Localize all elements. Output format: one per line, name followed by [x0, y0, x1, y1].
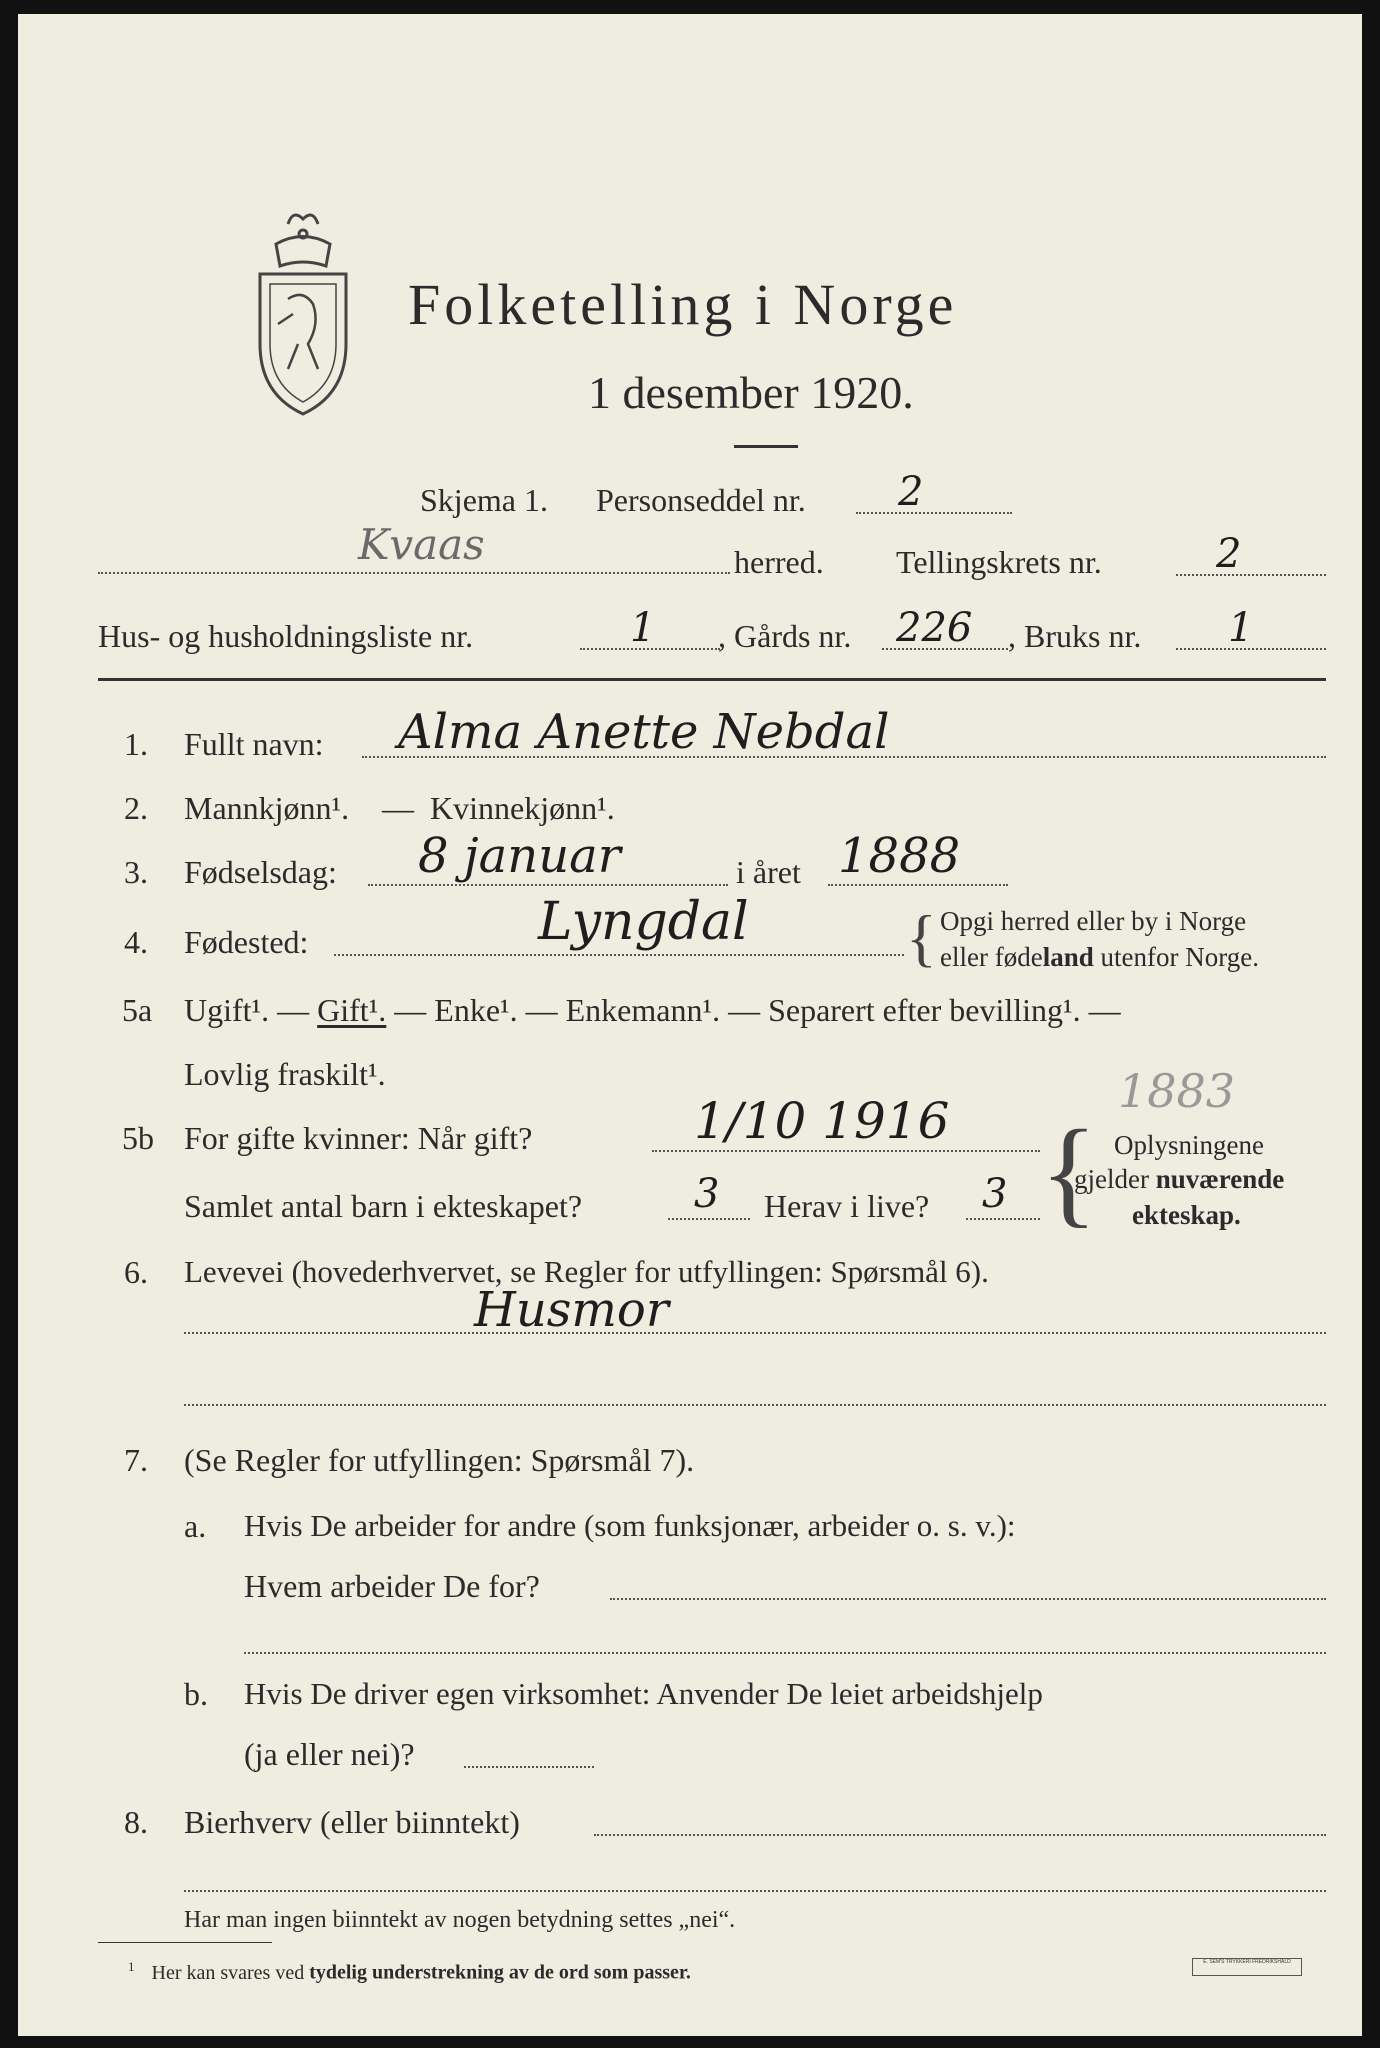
q5a-options	[184, 994, 1121, 1026]
form-title: Folketelling i Norge	[408, 272, 958, 337]
skjema-label: Skjema 1.	[420, 482, 548, 518]
personseddel-value: 2	[898, 469, 924, 515]
personseddel-label: Personseddel nr.	[596, 482, 806, 518]
q5a-fraskilt: Lovlig fraskilt¹.	[184, 1056, 386, 1092]
q5b-note-line2-a: gjelder	[1074, 1164, 1156, 1194]
q4-note-line1: Opgi herred eller by i Norge	[940, 906, 1247, 936]
q6-number: 6.	[124, 1254, 148, 1290]
q5b-value: 1/10 1916	[694, 1092, 950, 1150]
q5a-sep-3: —	[525, 992, 558, 1028]
q7-number: 7.	[124, 1442, 148, 1478]
q5a-sep-4: —	[728, 992, 761, 1028]
q2-kvinne: Kvinnekjønn¹.	[430, 790, 615, 826]
title-divider	[734, 445, 798, 448]
herred-value: Kvaas	[358, 520, 485, 569]
q7a-line-2	[244, 1652, 1326, 1654]
q5a-enkemann: Enkemann¹.	[565, 992, 721, 1028]
footnote-number: 1	[128, 1959, 135, 1974]
q2-sep: —	[382, 790, 414, 826]
bruks-value: 1	[1228, 605, 1254, 651]
q5b-live-line	[966, 1218, 1040, 1220]
q4-note-line2-a: eller føde	[940, 942, 1043, 972]
tellingskrets-value: 2	[1216, 531, 1242, 577]
husliste-value: 1	[630, 605, 656, 651]
q7b-question: (ja eller nei)?	[244, 1736, 415, 1772]
q3-line	[368, 884, 728, 886]
q5a-enke: Enke¹.	[434, 992, 518, 1028]
q8-line-2	[184, 1890, 1326, 1892]
q6-value: Husmor	[474, 1282, 669, 1338]
q8-label: Bierhverv (eller biinntekt)	[184, 1804, 520, 1840]
q5a-sep-2: —	[394, 992, 427, 1028]
q7b-line	[464, 1766, 594, 1768]
q5b-label: For gifte kvinner: Når gift?	[184, 1120, 533, 1156]
footnote-text-b: tydelig understrekning av de ord som passer.	[309, 1961, 691, 1984]
form-date: 1 desember 1920.	[588, 367, 914, 418]
q3-label: Fødselsdag:	[184, 854, 337, 890]
q4-value: Lyngdal	[538, 892, 749, 952]
q1-label: Fullt navn:	[184, 726, 324, 762]
q6-label: Levevei (hovederhvervet, se Regler for utfyllingen: Spørsmål 6).	[184, 1254, 989, 1289]
q7b-letter: b.	[184, 1676, 208, 1712]
q5b-barn-label: Samlet antal barn i ekteskapet?	[184, 1188, 583, 1224]
q4-note-line2-c: utenfor Norge.	[1093, 942, 1259, 972]
q6-line-2	[184, 1404, 1326, 1406]
bruks-label: , Bruks nr.	[1008, 618, 1142, 654]
footnote	[128, 1960, 691, 1983]
q5b-brace: {	[1040, 1105, 1098, 1238]
q5a-number: 5a	[122, 992, 153, 1028]
herred-label: herred.	[734, 544, 824, 580]
norwegian-coat-of-arms-icon	[248, 204, 358, 424]
footer-note: Har man ingen biinntekt av nogen betydning settes „nei“.	[184, 1907, 736, 1933]
q5a-ugift: Ugift¹.	[184, 992, 270, 1028]
footnote-divider	[98, 1942, 272, 1943]
q5b-barn-value: 3	[694, 1171, 720, 1217]
q3-year-line	[828, 884, 1008, 886]
q4-brace: {	[906, 902, 937, 973]
q4-note-line2-b: land	[1042, 942, 1094, 972]
q1-number: 1.	[124, 726, 148, 762]
q5b-note-line2	[1074, 1166, 1284, 1193]
q7a-letter: a.	[184, 1508, 207, 1544]
q5b-number: 5b	[122, 1120, 154, 1156]
q4-line	[334, 954, 904, 956]
q4-label: Fødested:	[184, 924, 309, 960]
header-divider	[98, 678, 1326, 681]
q4-note-line2	[940, 944, 1259, 971]
q2-number: 2.	[124, 790, 148, 826]
q7a-text: Hvis De arbeider for andre (som funksjonær, arbeider o. s. v.):	[244, 1508, 1016, 1543]
q7-label: (Se Regler for utfyllingen: Spørsmål 7).	[184, 1442, 695, 1478]
q5b-note-line1: Oplysningene	[1114, 1130, 1264, 1160]
q4-number: 4.	[124, 924, 148, 960]
tellingskrets-line	[1176, 574, 1326, 576]
q1-value: Alma Anette Nebdal	[398, 704, 890, 760]
q3-number: 3.	[124, 854, 148, 890]
q5b-live-value: 3	[982, 1171, 1008, 1217]
q5b-line	[652, 1150, 1040, 1152]
footnote-text-a: Her kan svares ved	[151, 1961, 310, 1984]
q5a-separert: Separert efter bevilling¹.	[768, 992, 1081, 1028]
printer-stamp: E. SEM'S TRYKKERI FREDRIKSHALD	[1192, 1958, 1302, 1976]
q7a-question: Hvem arbeider De for?	[244, 1568, 540, 1604]
herred-line	[98, 572, 730, 574]
gards-label: , Gårds nr.	[718, 618, 852, 654]
husliste-label: Hus- og husholdningsliste nr.	[98, 618, 474, 654]
q5b-barn-line	[668, 1218, 750, 1220]
q2-mann: Mannkjønn¹.	[184, 790, 350, 826]
q7b-text: Hvis De driver egen virksomhet: Anvender De leiet arbeidshjelp	[244, 1676, 1043, 1711]
q8-line-1	[594, 1834, 1326, 1836]
tellingskrets-label: Tellingskrets nr.	[896, 544, 1102, 580]
q7a-line-1	[610, 1598, 1326, 1600]
q8-number: 8.	[124, 1804, 148, 1840]
q5b-note-line2-b: nuværende	[1155, 1164, 1285, 1194]
q6-line-1	[184, 1332, 1326, 1334]
census-form	[18, 14, 1362, 2036]
q5b-live-label: Herav i live?	[764, 1188, 930, 1224]
q5a-gift: Gift¹.	[317, 992, 387, 1028]
q5b-note-line3: ekteskap.	[1132, 1200, 1241, 1230]
personseddel-line	[856, 512, 1012, 514]
q3-year-value: 1888	[838, 828, 961, 884]
gards-value: 226	[896, 605, 973, 651]
q5a-sep-1: —	[277, 992, 310, 1028]
q3-value: 8 januar	[418, 828, 621, 884]
q5b-margin-note: 1883	[1118, 1064, 1236, 1118]
q5a-sep-5: —	[1088, 992, 1121, 1028]
q3-year-label: i året	[736, 854, 801, 890]
